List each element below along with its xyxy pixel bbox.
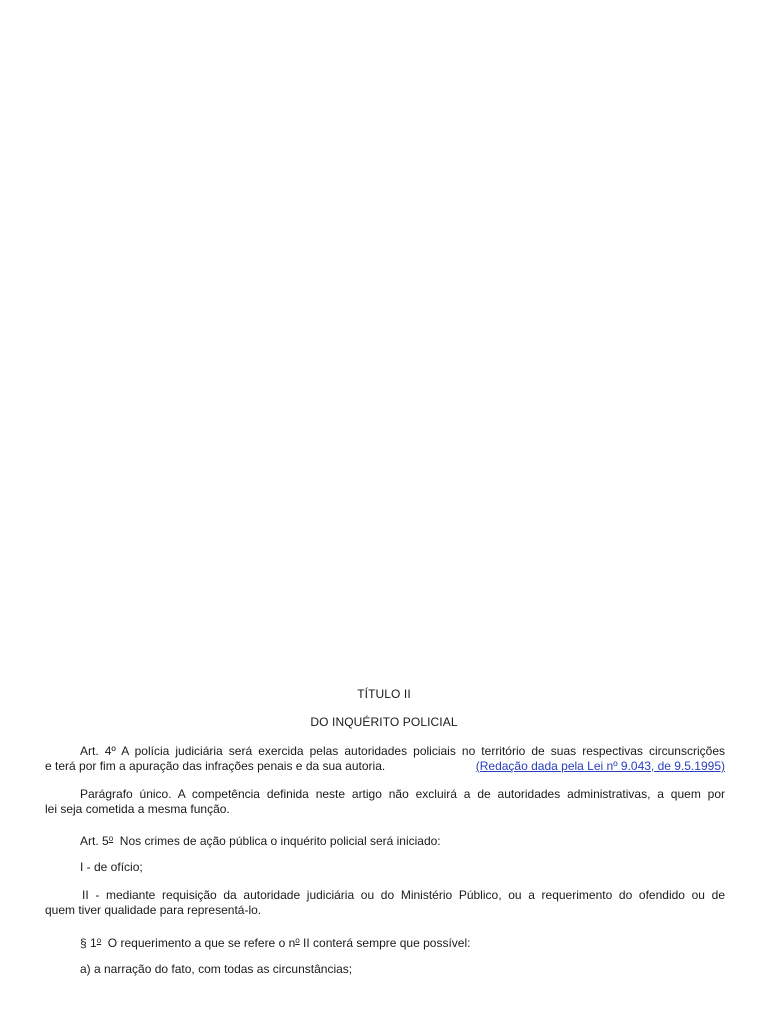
inciso-2-line-2: quem tiver qualidade para representá-lo. <box>45 903 262 917</box>
paragraph-1-suffix: II conterá sempre que possível: <box>299 936 471 950</box>
article-5-ordinal: o <box>108 834 114 843</box>
paragrafo-unico-line-2: lei seja cometida a mesma função. <box>45 802 230 816</box>
paragraph-1-number-ordinal: o <box>295 936 300 945</box>
inciso-2 <box>45 888 725 918</box>
paragraph-1-ordinal: o <box>96 936 102 945</box>
title-heading: TÍTULO II <box>357 687 411 701</box>
article-5-prefix: Art. 5 <box>80 834 109 848</box>
amendment-link[interactable]: (Redação dada pela Lei nº 9.043, de 9.5.1995) <box>475 759 725 773</box>
alinea-a: a) a narração do fato, com todas as circunstâncias; <box>80 962 353 976</box>
subtitle-heading: DO INQUÉRITO POLICIAL <box>310 715 458 729</box>
article-4-line-2-text: e terá por fim a apuração das infrações penais e da sua autoria. <box>45 759 386 773</box>
paragrafo-unico-line-1: Parágrafo único. A competência definida neste artigo não excluirá a de autoridades administrativas, a quem por <box>80 787 725 801</box>
article-5-text: Nos crimes de ação pública o inquérito policial será iniciado: <box>113 834 441 848</box>
inciso-1: I - de ofício; <box>80 860 143 874</box>
article-4-line-2 <box>45 759 725 774</box>
article-5 <box>45 831 760 849</box>
paragraph-1-middle: O requerimento a que se refere o n <box>101 936 296 950</box>
article-4 <box>45 744 725 774</box>
paragraph-1 <box>45 933 760 951</box>
paragrafo-unico <box>45 787 725 817</box>
inciso-2-line-1: II - mediante requisição da autoridade judiciária ou do Ministério Público, ou a requerimento do ofendido ou de <box>82 888 725 902</box>
article-4-line-1: Art. 4º A polícia judiciária será exercida pelas autoridades policiais no território de suas respectivas circunscrições <box>80 744 725 758</box>
paragraph-1-prefix: § 1 <box>80 936 97 950</box>
